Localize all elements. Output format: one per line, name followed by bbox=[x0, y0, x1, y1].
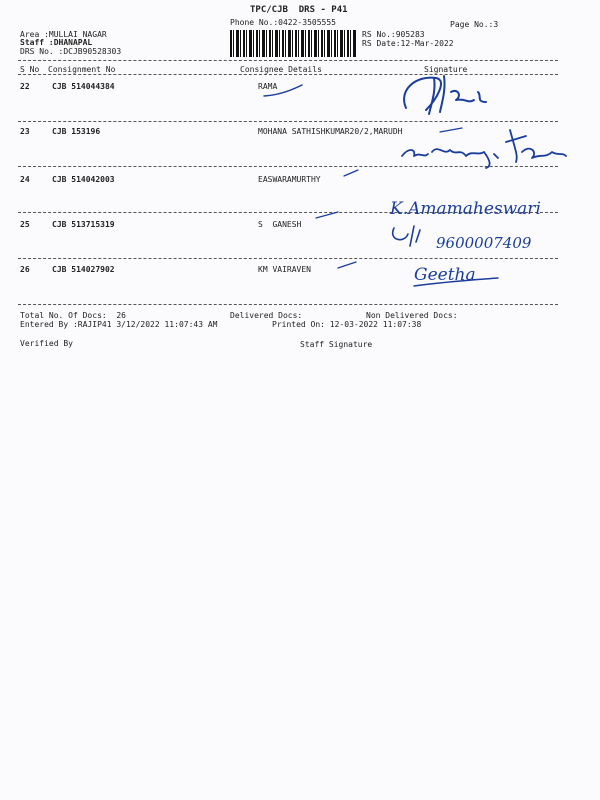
staff-label: Staff :DHANAPAL bbox=[20, 38, 93, 47]
row-consignment: CJB 514044384 bbox=[52, 82, 115, 91]
svg-text:K.Amamaheswari: K.Amamaheswari bbox=[390, 199, 541, 219]
delivered-docs: Delivered Docs: bbox=[230, 311, 303, 320]
row-consignment: CJB 514027902 bbox=[52, 265, 115, 274]
svg-text:9600007409: 9600007409 bbox=[436, 234, 532, 252]
separator-line bbox=[18, 60, 558, 61]
row-consignment: CJB 514042003 bbox=[52, 175, 115, 184]
row-consignee: RAMA bbox=[258, 82, 278, 91]
drs-number: DRS No. :DCJB90528303 bbox=[20, 47, 122, 56]
total-docs: Total No. Of Docs: 26 bbox=[20, 311, 126, 320]
printed-on: Printed On: 12-03-2022 11:07:38 bbox=[272, 320, 422, 329]
row-consignee: KM VAIRAVEN bbox=[258, 265, 311, 274]
separator-line bbox=[18, 304, 558, 305]
svg-text:Geetha: Geetha bbox=[414, 265, 476, 285]
row-consignment: CJB 153196 bbox=[52, 127, 101, 136]
handwritten-signature bbox=[396, 70, 506, 120]
verified-by: Verified By bbox=[20, 339, 73, 348]
phone-number: Phone No.:0422-3505555 bbox=[230, 18, 336, 27]
staff-signature-label: Staff Signature bbox=[300, 340, 373, 349]
column-header-signature: Signature bbox=[424, 65, 468, 74]
tick-mark-icon bbox=[262, 80, 307, 100]
handwritten-signature bbox=[386, 190, 556, 260]
row-consignee: MOHANA SATHISHKUMAR20/2,MARUDH bbox=[258, 127, 403, 136]
column-header-sno: S No bbox=[20, 65, 40, 74]
barcode-image bbox=[230, 30, 356, 57]
entered-by: Entered By :RAJIP41 3/12/2022 11:07:43 AM bbox=[20, 320, 218, 329]
document-title: TPC/CJB DRS - P41 bbox=[250, 5, 348, 15]
tick-mark-icon bbox=[314, 208, 344, 222]
rs-number: RS No.:905283 bbox=[362, 30, 425, 39]
row-sno: 26 bbox=[20, 265, 30, 274]
column-header-consignment: Consignment No bbox=[48, 65, 116, 74]
row-sno: 23 bbox=[20, 127, 30, 136]
row-consignment: CJB 513715319 bbox=[52, 220, 115, 229]
tick-mark-icon bbox=[342, 166, 362, 180]
row-consignee: EASWARAMURTHY bbox=[258, 175, 321, 184]
handwritten-signature bbox=[398, 122, 568, 170]
tick-mark-icon bbox=[336, 258, 360, 272]
page-number: Page No.:3 bbox=[450, 20, 499, 29]
rs-date: RS Date:12-Mar-2022 bbox=[362, 39, 454, 48]
column-header-consignee: Consignee Details bbox=[240, 65, 322, 74]
handwritten-signature bbox=[412, 258, 512, 294]
row-sno: 24 bbox=[20, 175, 30, 184]
row-consignee: S GANESH bbox=[258, 220, 302, 229]
row-sno: 25 bbox=[20, 220, 30, 229]
non-delivered-docs: Non Delivered Docs: bbox=[366, 311, 458, 320]
area-label: Area :MULLAI NAGAR bbox=[20, 30, 107, 39]
row-sno: 22 bbox=[20, 82, 30, 91]
separator-line bbox=[18, 166, 558, 167]
